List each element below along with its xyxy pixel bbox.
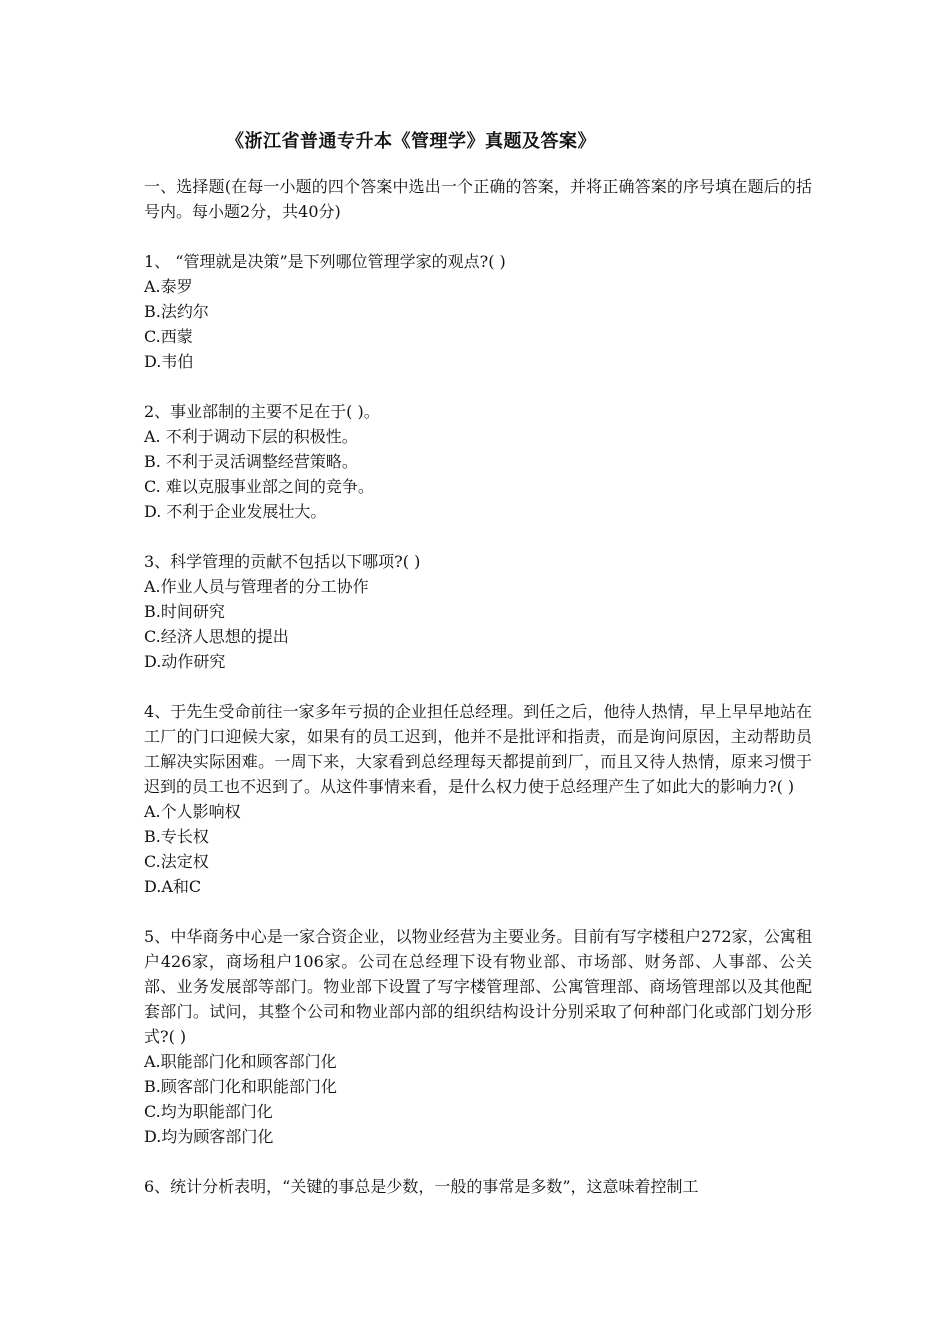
option-b: B.专长权 <box>144 827 209 846</box>
option-b: B.时间研究 <box>144 602 225 621</box>
option-d: D.动作研究 <box>144 652 226 671</box>
option-d: D. 不利于企业发展壮大。 <box>144 502 327 521</box>
question-4 <box>144 699 812 899</box>
option-b: B.顾客部门化和职能部门化 <box>144 1077 337 1096</box>
document-title: 《浙江省普通专升本《管理学》真题及答案》 <box>226 131 596 152</box>
option-b: B. 不利于灵活调整经营策略。 <box>144 452 358 471</box>
option-a: A.泰罗 <box>144 277 193 296</box>
question-stem: 6、统计分析表明，“关键的事总是少数，一般的事常是多数”，这意味着控制工 <box>144 1177 699 1196</box>
question-1 <box>144 249 812 374</box>
option-a: A. 不利于调动下层的积极性。 <box>144 427 358 446</box>
question-3 <box>144 549 812 674</box>
option-c: C. 难以克服事业部之间的竞争。 <box>144 477 374 496</box>
option-d: D.均为顾客部门化 <box>144 1127 274 1146</box>
question-stem: 2、事业部制的主要不足在于( )。 <box>144 402 380 421</box>
question-stem: 1、 “管理就是决策”是下列哪位管理学家的观点?( ) <box>144 252 506 271</box>
question-2 <box>144 399 812 524</box>
option-d: D.A和C <box>144 877 202 896</box>
question-5 <box>144 924 812 1149</box>
question-stem: 5、中华商务中心是一家合资企业，以物业经营为主要业务。目前有写字楼租户272家，公寓租户426家，商场租户106家。公司在总经理下设有物业部、市场部、财务部、人事部、公关部、业务发展部等部门。物业部下设置了写字楼管理部、公寓管理部、商场管理部以及其他配套部门。试问，其整个公司和物业部内部的组织结构设计分别采取了何种部门化或部门划分形式?( ) <box>144 927 812 1046</box>
document-body <box>144 174 812 1224</box>
option-a: A.职能部门化和顾客部门化 <box>144 1052 337 1071</box>
question-stem: 4、于先生受命前往一家多年亏损的企业担任总经理。到任之后，他待人热情，早上早早地站在工厂的门口迎候大家，如果有的员工迟到，他并不是批评和指责，而是询问原因，主动帮助员工解决实际困难。一周下来，大家看到总经理每天都提前到厂，而且又待人热情，原来习惯于迟到的员工也不迟到了。从这件事情来看，是什么权力使于总经理产生了如此大的影响力?( ) <box>144 702 812 796</box>
option-c: C.西蒙 <box>144 327 193 346</box>
question-stem: 3、科学管理的贡献不包括以下哪项?( ) <box>144 552 421 571</box>
question-6 <box>144 1174 812 1199</box>
section-intro: 一、选择题(在每一小题的四个答案中选出一个正确的答案，并将正确答案的序号填在题后的括号内。每小题2分，共40分) <box>144 177 812 221</box>
option-c: C.均为职能部门化 <box>144 1102 273 1121</box>
option-b: B.法约尔 <box>144 302 209 321</box>
option-c: C.经济人思想的提出 <box>144 627 289 646</box>
option-d: D.韦伯 <box>144 352 194 371</box>
option-c: C.法定权 <box>144 852 209 871</box>
option-a: A.个人影响权 <box>144 802 241 821</box>
option-a: A.作业人员与管理者的分工协作 <box>144 577 369 596</box>
